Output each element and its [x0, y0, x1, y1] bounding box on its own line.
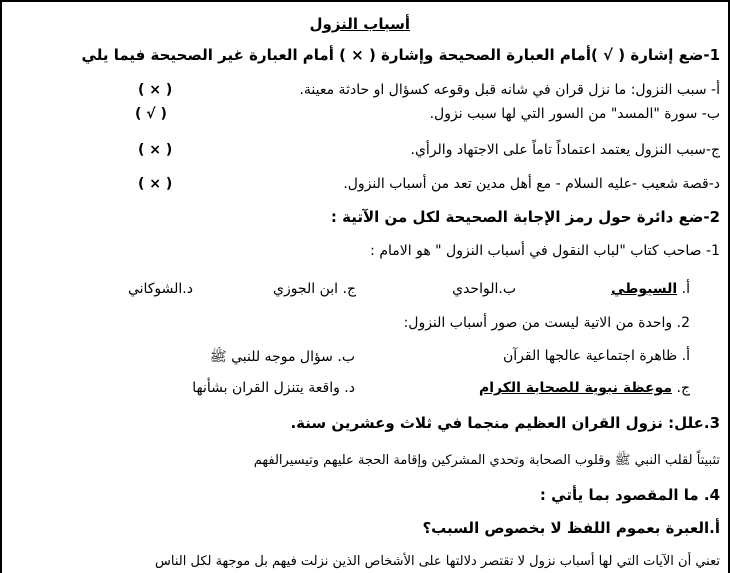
q1-heading: 1-ضع إشارة ( √ )أمام العبارة الصحيحة وإشارة ( × ) أمام العبارة غير الصحيحة فيما يلي: [81, 46, 720, 64]
q2-sub1-option-d: د.الشوكاني: [127, 281, 193, 297]
q1-item-b: ب- سورة "المسد" من السور التي لها سبب نزول.: [429, 106, 720, 122]
q2-sub2-option-b: ب. سؤال موجه للنبي ﷺ: [209, 349, 355, 365]
q2-sub1-option-b: ب.الواحدي: [452, 281, 516, 297]
q2-sub2-text: 2. واحدة من الاتية ليست من صور أسباب النزول:: [403, 315, 690, 331]
q4-heading: 4. ما المقصود بما يأتي :: [539, 486, 720, 504]
q2-sub1-text: 1- صاحب كتاب "لباب النقول في أسباب النزول " هو الامام :: [370, 243, 720, 259]
q2-sub1-option-c: ج. ابن الجوزي: [273, 281, 356, 297]
q2-sub2-option-a: أ. ظاهرة اجتماعية عالجها القرآن: [503, 348, 690, 364]
q4-answer: تعني أن الآيات التي لها أسباب نزول لا تقتصر دلالتها على الأشخاص الذين نزلت فيهم بل موجهة لكل الناس: [155, 554, 720, 569]
q2-sub2-option-d: د. واقعة يتنزل القران بشأنها: [192, 380, 355, 396]
q2-sub2-option-c-answer: موعظة نبوية للصحابة الكرام: [478, 380, 673, 396]
q3-heading: 3.علل: نزول القران العظيم منجما في ثلاث وعشرين سنة.: [290, 414, 720, 432]
q2-sub1-option-a-prefix: أ.: [681, 281, 690, 297]
q1-item-d-mark: ( × ): [138, 176, 173, 192]
q1-item-c-mark: ( × ): [138, 142, 173, 158]
q2-heading: 2-ضع دائرة حول رمز الإجابة الصحيحة لكل من الآتية :: [330, 208, 720, 226]
page-title: أسباب النزول: [309, 15, 410, 33]
q2-sub2-option-c: [479, 380, 690, 396]
q1-item-c: ج-سبب النزول يعتمد اعتماداً تاماً على الاجتهاد والرأي.: [410, 142, 720, 158]
q1-item-d: د-قصة شعيب -عليه السلام - مع أهل مدين تعد من أسباب النزول.: [343, 176, 720, 192]
q1-item-b-mark: ( √ ): [135, 106, 167, 122]
q1-item-a-mark: ( × ): [138, 82, 173, 98]
q2-sub2-option-c-prefix: ج.: [676, 380, 690, 396]
q4-sub-heading: أ.العبرة بعموم اللفظ لا بخصوص السبب؟: [422, 519, 720, 537]
q3-answer: تثبيتاً لقلب النبي ﷺ وقلوب الصحابة وتحدي المشركين وإقامة الحجة عليهم وتيسيرالفهم: [253, 453, 720, 468]
q2-sub1-option-a: [611, 281, 690, 297]
q1-item-a: أ- سبب النزول: ما نزل قران في شانه قبل وقوعه كسؤال او حادثة معينة.: [299, 82, 720, 98]
q2-sub1-option-a-answer: السيوطي: [611, 281, 678, 297]
